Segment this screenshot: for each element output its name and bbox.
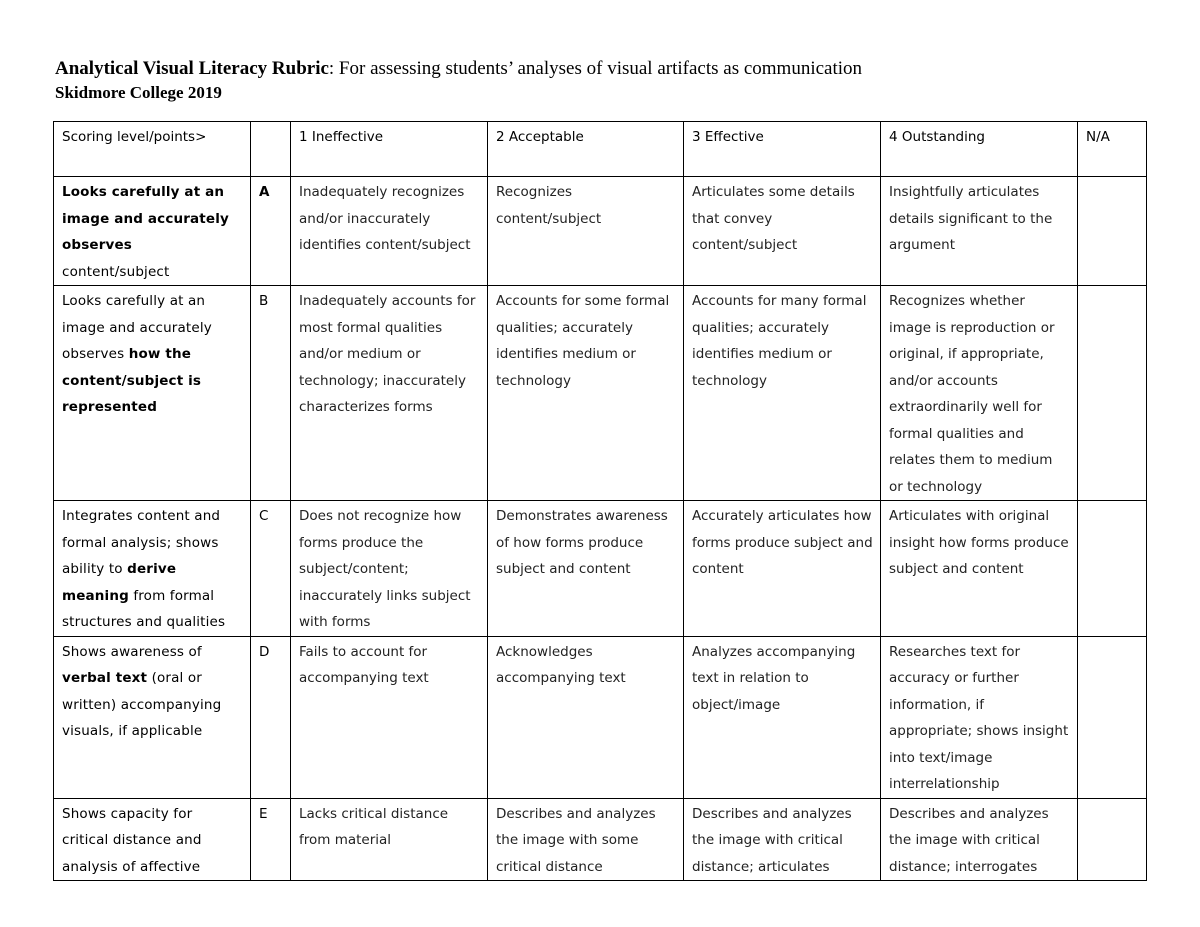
level-3-cell: Describes and analyzes the image with critical distance; articulates: [684, 798, 881, 881]
level-2-cell: Recognizes content/subject: [488, 177, 684, 286]
na-cell: [1078, 501, 1147, 637]
level-4-cell: Articulates with original insight how forms produce subject and content: [881, 501, 1078, 637]
criterion-text-bold: Looks carefully at an image and accurately observes: [62, 184, 229, 253]
level-3-cell: Accurately articulates how forms produce subject and content: [684, 501, 881, 637]
level-3-cell: Articulates some details that convey content/subject: [684, 177, 881, 286]
header-na: N/A: [1078, 122, 1147, 177]
level-1-cell: Does not recognize how forms produce the subject/content; inaccurately links subject with forms: [291, 501, 488, 637]
row-letter: D: [251, 636, 291, 798]
criterion-text: Looks carefully at an image and accurately observes: [62, 293, 212, 362]
header-letter: [251, 122, 291, 177]
table-row: [54, 286, 1147, 501]
header-row: [54, 122, 1147, 177]
table-row: [54, 636, 1147, 798]
title-bold: Analytical Visual Literacy Rubric: [55, 58, 329, 79]
header-level-4: 4 Outstanding: [881, 122, 1078, 177]
criterion-cell: [54, 286, 251, 501]
criterion-cell: [54, 501, 251, 637]
rubric-table: [53, 121, 1147, 881]
criterion-text-bold: derive meaning: [62, 561, 177, 604]
criterion-cell: [54, 636, 251, 798]
criterion-text: Shows awareness of: [62, 643, 202, 660]
na-cell: [1078, 798, 1147, 881]
header-level-3: 3 Effective: [684, 122, 881, 177]
level-1-cell: Lacks critical distance from material: [291, 798, 488, 881]
table-row: [54, 177, 1147, 286]
level-1-cell: Inadequately recognizes and/or inaccurately identifies content/subject: [291, 177, 488, 286]
level-4-cell: Researches text for accuracy or further information, if appropriate; shows insight into text/image interrelationship: [881, 636, 1078, 798]
level-1-cell: Fails to account for accompanying text: [291, 636, 488, 798]
criterion-text: content/subject: [62, 263, 170, 280]
document-title: [55, 57, 1155, 81]
row-letter: E: [251, 798, 291, 881]
level-1-cell: Inadequately accounts for most formal qualities and/or medium or technology; inaccurately characterizes forms: [291, 286, 488, 501]
title-rest: : For assessing students’ analyses of visual artifacts as communication: [328, 58, 863, 79]
header-criterion: Scoring level/points>: [54, 122, 251, 177]
document-header: [55, 57, 1155, 105]
criterion-text: Integrates content and formal analysis; shows ability to: [62, 508, 221, 577]
na-cell: [1078, 286, 1147, 501]
level-2-cell: Demonstrates awareness of how forms produce subject and content: [488, 501, 684, 637]
criterion-cell: [54, 177, 251, 286]
na-cell: [1078, 177, 1147, 286]
level-4-cell: Recognizes whether image is reproduction or original, if appropriate, and/or accounts extraordinarily well for formal qualities and relates them to medium or technology: [881, 286, 1078, 501]
header-level-2: 2 Acceptable: [488, 122, 684, 177]
criterion-text: from formal structures and qualities: [62, 587, 226, 630]
level-2-cell: Acknowledges accompanying text: [488, 636, 684, 798]
criterion-text-bold: how the content/subject is represented: [62, 346, 202, 415]
level-2-cell: Accounts for some formal qualities; accurately identifies medium or technology: [488, 286, 684, 501]
criterion-text: Shows capacity for critical distance and analysis of affective: [62, 805, 202, 875]
criterion-text-bold: verbal text: [62, 670, 148, 686]
criterion-cell: [54, 798, 251, 881]
document-subtitle: Skidmore College 2019: [55, 83, 222, 102]
level-3-cell: Analyzes accompanying text in relation to object/image: [684, 636, 881, 798]
level-2-cell: Describes and analyzes the image with some critical distance: [488, 798, 684, 881]
table-row: [54, 501, 1147, 637]
table-row: [54, 798, 1147, 881]
row-letter: B: [251, 286, 291, 501]
criterion-text: (oral or written) accompanying visuals, if applicable: [62, 670, 222, 739]
row-letter: A: [251, 177, 291, 286]
level-3-cell: Accounts for many formal qualities; accurately identifies medium or technology: [684, 286, 881, 501]
row-letter: C: [251, 501, 291, 637]
level-4-cell: Describes and analyzes the image with critical distance; interrogates: [881, 798, 1078, 881]
na-cell: [1078, 636, 1147, 798]
header-level-1: 1 Ineffective: [291, 122, 488, 177]
level-4-cell: Insightfully articulates details significant to the argument: [881, 177, 1078, 286]
